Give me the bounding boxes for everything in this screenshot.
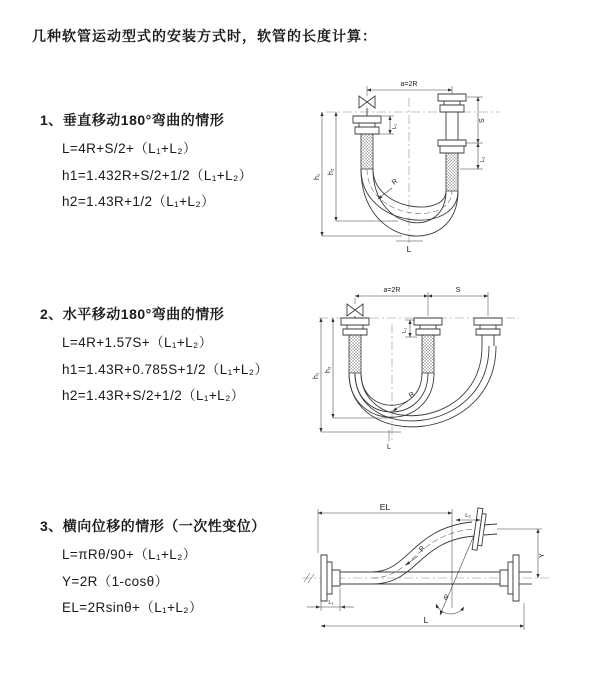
l1-label: L₁ [402, 327, 408, 333]
formula-length: L=4R+S/2+（L₁+L₂） [62, 141, 197, 156]
section-3-heading: 3、横向位移的情形（一次性变位） [40, 518, 266, 534]
formula-el: EL=2Rsinθ+（L₁+L₂） [62, 600, 203, 615]
hose-braid [349, 335, 361, 373]
length-label: L [423, 615, 429, 625]
span-label: a=2R [400, 81, 418, 88]
h1-label: h₁ [313, 372, 320, 379]
left-pipe-fitting [341, 318, 369, 373]
section-horizontal-movement [40, 304, 315, 410]
l1-label: L₁ [328, 600, 334, 606]
right-pipe-fitting [474, 318, 502, 346]
formula-h1: h1=1.432R+S/2+1/2（L₁+L₂） [62, 167, 253, 183]
length-label: L [406, 244, 412, 254]
displaced-hose [372, 508, 497, 584]
el-label: EL [379, 502, 391, 512]
left-pipe-fitting [353, 116, 381, 169]
diagram-horizontal-180-bend [305, 280, 543, 456]
middle-pipe-fitting [414, 318, 442, 373]
page-title: 几种软管运动型式的安装方式时，软管的长度计算： [32, 28, 377, 44]
formula-length: L=4R+1.57S+（L₁+L₂） [62, 335, 213, 350]
section-vertical-movement [40, 110, 315, 216]
radius-label: R [418, 544, 427, 554]
h2-label: h₂ [325, 366, 332, 373]
dimension-el [318, 502, 452, 608]
formula-h2: h2=1.43R+1/2（L₁+L₂） [62, 194, 215, 209]
formula-y: Y=2R（1-cosθ） [62, 573, 169, 589]
centerlines [326, 98, 500, 244]
s-label: S [455, 287, 461, 294]
theta-label: θ [444, 595, 448, 602]
right-pipe-fitting [438, 86, 466, 191]
l1-label: L₁ [392, 123, 398, 129]
length-callout [387, 430, 391, 451]
valve-icon [347, 298, 363, 318]
valve-icon [359, 86, 375, 116]
radius-label: R [390, 177, 400, 187]
radius-callout [378, 178, 399, 199]
h2-label: h₂ [328, 168, 335, 175]
dimension-s [466, 97, 486, 143]
left-flange [321, 555, 372, 601]
diagram-vertical-180-bend [306, 72, 534, 258]
radius-callout [393, 391, 416, 411]
formula-h1: h1=1.43R+0.785S+1/2（L₁+L₂） [62, 361, 269, 377]
y-label: Y [539, 553, 546, 558]
dimension-span-a2r [367, 81, 452, 90]
s-label: S [479, 118, 486, 123]
diagram-lateral-displacement [294, 500, 564, 648]
formula-h2: h2=1.43R+S/2+1/2（L₁+L₂） [62, 388, 245, 403]
h1-label: h₁ [314, 173, 321, 180]
hose-braid [422, 335, 434, 373]
section-lateral-displacement [40, 516, 315, 622]
l2-label: L₂ [465, 513, 471, 519]
hose-braid [446, 153, 458, 191]
section-1-heading: 1、垂直移动180°弯曲的情形 [40, 112, 225, 128]
dimension-span-a2r [355, 287, 488, 316]
hose-loop [361, 169, 458, 236]
length-callout [396, 241, 423, 254]
l2-label: L₂ [480, 156, 486, 162]
displaced-flange [472, 508, 487, 551]
dimension-s [428, 287, 488, 296]
formula-length: L=πRθ/90+（L₁+L₂） [62, 547, 197, 562]
hose-braid [361, 134, 373, 169]
span-label: a=2R [383, 287, 401, 294]
section-2-heading: 2、水平移动180°弯曲的情形 [40, 306, 225, 322]
radius-label: R [407, 390, 417, 400]
length-label: L [387, 444, 391, 451]
